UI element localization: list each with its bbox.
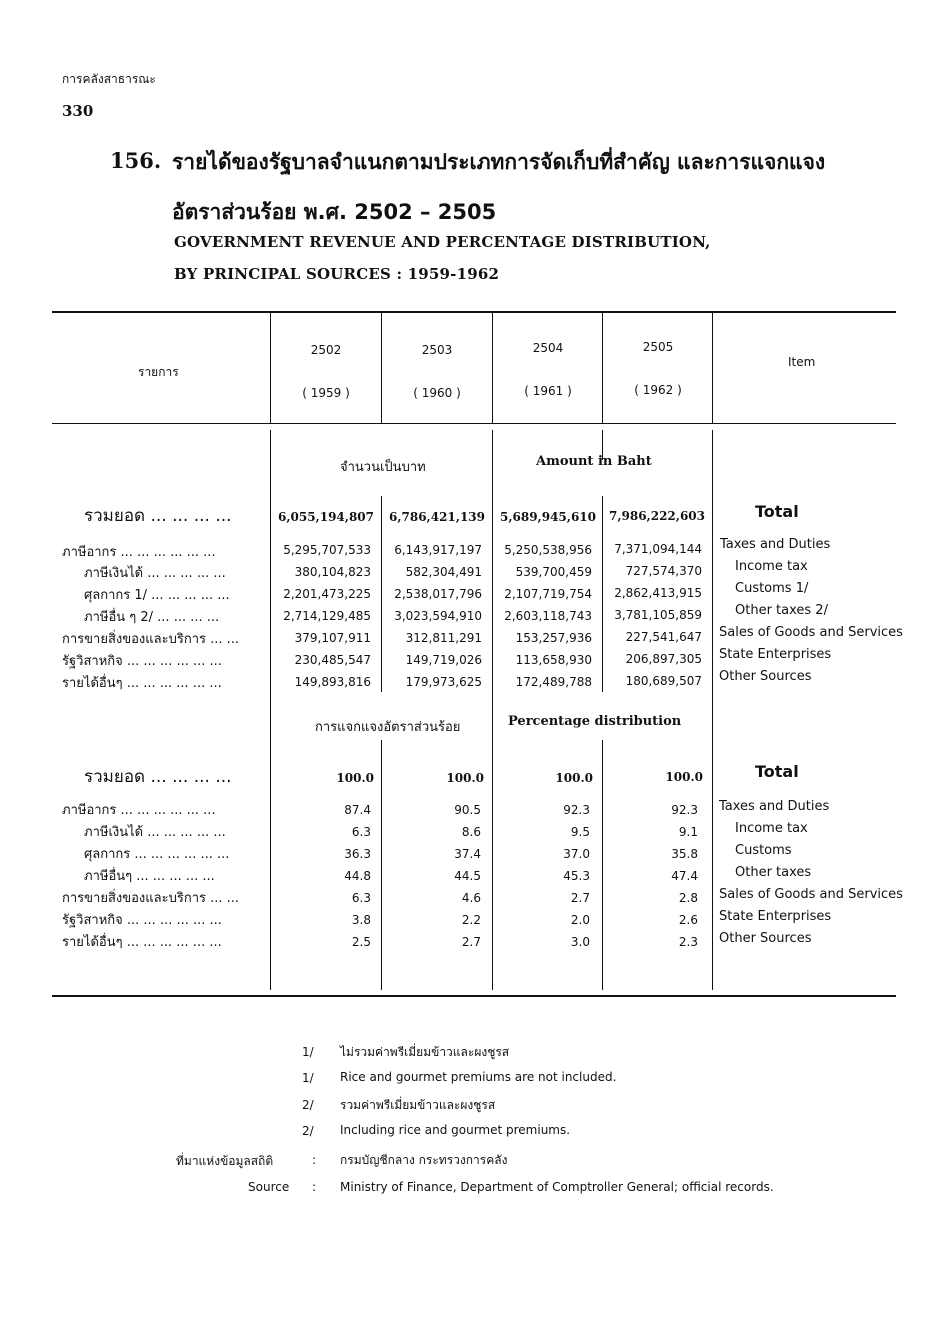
cell-value: 2,862,413,915	[614, 586, 702, 600]
row-label-english: Income tax	[735, 821, 808, 836]
cell-value: 37.4	[454, 847, 481, 861]
cell-value: 227,541,647	[625, 630, 702, 644]
cell-value: 8.6	[461, 825, 481, 839]
cell-value: 380,104,823	[294, 565, 371, 579]
source-label-thai: ที่มาแห่งข้อมูลสถิติ	[176, 1154, 274, 1168]
footnote-text: Including rice and gourmet premiums.	[340, 1123, 571, 1137]
cell-value: 47.4	[671, 869, 698, 883]
source-label-english: Source	[248, 1180, 290, 1194]
total-value: 6,786,421,139	[388, 510, 485, 524]
row-label-thai: การขายสิ่งของและบริการ ... ...	[62, 891, 240, 906]
percent-heading-thai: การแจกแจงอัตราส่วนร้อย	[315, 720, 461, 735]
footnote-text: ไม่รวมค่าพรีเมี่ยมข้าวและผงชูรส	[340, 1045, 510, 1059]
cell-value: 539,700,459	[515, 565, 592, 579]
cell-value: 45.3	[563, 869, 590, 883]
row-label-english: Sales of Goods and Services	[719, 625, 903, 640]
cell-value: 2,714,129,485	[283, 609, 371, 623]
cell-value: 312,811,291	[405, 631, 482, 645]
title-english-line2: BY PRINCIPAL SOURCES : 1959-1962	[174, 265, 500, 283]
amount-heading-english: Amount in Baht	[536, 454, 652, 469]
row-label-thai: ภาษีเงินได้ ... ... ... ... ...	[84, 566, 226, 581]
cell-value: 35.8	[671, 847, 698, 861]
total-label-thai: รวมยอด ... ... ... ...	[84, 767, 232, 787]
total-value: 7,986,222,603	[608, 509, 705, 523]
year-ce: ( 1962 )	[634, 383, 682, 397]
year-be: 2504	[532, 341, 564, 355]
footnote-text: รวมค่าพรีเมี่ยมข้าวและผงชูรส	[340, 1098, 496, 1112]
row-label-thai: รัฐวิสาหกิจ ... ... ... ... ... ...	[62, 654, 222, 669]
footnote-mark: 2/	[302, 1124, 314, 1138]
cell-value: 206,897,305	[625, 652, 702, 666]
row-label-thai: ภาษีอื่น ๆ 2/ ... ... ... ...	[84, 610, 220, 625]
cell-value: 113,658,930	[515, 653, 592, 667]
cell-value: 2.6	[678, 913, 698, 927]
row-label-english: Other taxes	[735, 865, 812, 880]
row-label-english: Customs	[735, 843, 792, 858]
col-divider	[712, 430, 713, 990]
row-label-english: State Enterprises	[719, 909, 832, 924]
total-value: 100.0	[336, 771, 374, 785]
amount-heading-thai: จำนวนเป็นบาท	[340, 460, 426, 475]
col-divider	[381, 313, 382, 423]
row-label-thai: ภาษีอากร ... ... ... ... ... ...	[62, 803, 216, 818]
title-thai-line2: อัตราส่วนร้อย พ.ศ. 2502 – 2505	[172, 200, 497, 224]
cell-value: 3,781,105,859	[614, 608, 702, 622]
table-top-rule	[52, 311, 896, 313]
cell-value: 149,893,816	[294, 675, 371, 689]
year-be: 2503	[421, 343, 453, 357]
total-value: 5,689,945,610	[499, 510, 596, 524]
running-title: การคลังสาธารณะ	[62, 72, 156, 86]
page-number: 330	[62, 102, 94, 120]
row-label-thai: ภาษีอื่นๆ ... ... ... ... ...	[84, 869, 215, 884]
cell-value: 3.0	[570, 935, 590, 949]
cell-value: 37.0	[563, 847, 590, 861]
row-label-english: Other taxes 2/	[735, 603, 828, 618]
header-bottom-rule	[52, 423, 896, 424]
row-label-english: Income tax	[735, 559, 808, 574]
cell-value: 379,107,911	[294, 631, 371, 645]
cell-value: 179,973,625	[405, 675, 482, 689]
cell-value: 4.6	[461, 891, 481, 905]
row-label-english: Taxes and Duties	[720, 537, 831, 552]
source-text-english: Ministry of Finance, Department of Comptroller General; official records.	[340, 1180, 774, 1194]
row-label-english: Sales of Goods and Services	[719, 887, 903, 902]
footnote-mark: 1/	[302, 1045, 314, 1059]
title-english-line1: GOVERNMENT REVENUE AND PERCENTAGE DISTRIBUTION,	[174, 233, 711, 251]
total-value: 100.0	[446, 771, 484, 785]
cell-value: 5,250,538,956	[504, 543, 592, 557]
table-number: 156.	[110, 148, 162, 173]
percent-heading-english: Percentage distribution	[508, 714, 682, 729]
source-colon: :	[312, 1153, 317, 1167]
total-label-thai: รวมยอด ... ... ... ...	[84, 506, 232, 526]
cell-value: 9.5	[570, 825, 590, 839]
cell-value: 2,603,118,743	[504, 609, 592, 623]
cell-value: 36.3	[344, 847, 371, 861]
total-label-english: Total	[755, 502, 799, 521]
cell-value: 2,538,017,796	[394, 587, 482, 601]
col-divider	[492, 313, 493, 423]
year-ce: ( 1961 )	[524, 384, 572, 398]
row-label-english: Other Sources	[719, 931, 812, 946]
cell-value: 9.1	[678, 825, 698, 839]
cell-value: 92.3	[563, 803, 590, 817]
cell-value: 5,295,707,533	[283, 543, 371, 557]
cell-value: 2.3	[678, 935, 698, 949]
col-divider	[712, 313, 713, 423]
cell-value: 2.5	[351, 935, 371, 949]
year-be: 2502	[310, 343, 342, 357]
cell-value: 44.5	[454, 869, 481, 883]
cell-value: 172,489,788	[515, 675, 592, 689]
footnote-text: Rice and gourmet premiums are not included.	[340, 1070, 617, 1084]
total-value: 100.0	[555, 771, 593, 785]
cell-value: 2,201,473,225	[283, 587, 371, 601]
cell-value: 44.8	[344, 869, 371, 883]
source-text-thai: กรมบัญชีกลาง กระทรวงการคลัง	[340, 1153, 508, 1167]
row-label-thai: รายได้อื่นๆ ... ... ... ... ... ...	[62, 935, 222, 950]
source-colon: :	[312, 1180, 317, 1194]
row-label-english: Customs 1/	[735, 581, 809, 596]
cell-value: 149,719,026	[405, 653, 482, 667]
cell-value: 2.7	[570, 891, 590, 905]
year-be: 2505	[642, 340, 674, 354]
row-label-thai: ศุลกากร 1/ ... ... ... ... ...	[84, 588, 230, 603]
cell-value: 6.3	[351, 891, 371, 905]
cell-value: 2.7	[461, 935, 481, 949]
cell-value: 582,304,491	[405, 565, 482, 579]
cell-value: 727,574,370	[625, 564, 702, 578]
cell-value: 230,485,547	[294, 653, 371, 667]
cell-value: 2.0	[570, 913, 590, 927]
row-label-thai: ภาษีเงินได้ ... ... ... ... ...	[84, 825, 226, 840]
total-value: 6,055,194,807	[277, 510, 374, 524]
row-label-english: State Enterprises	[719, 647, 832, 662]
item-header-thai: รายการ	[138, 365, 179, 379]
year-ce: ( 1960 )	[413, 386, 461, 400]
row-label-thai: รายได้อื่นๆ ... ... ... ... ... ...	[62, 676, 222, 691]
cell-value: 2,107,719,754	[504, 587, 592, 601]
col-divider	[270, 313, 271, 423]
cell-value: 6,143,917,197	[394, 543, 482, 557]
row-label-thai: ภาษีอากร ... ... ... ... ... ...	[62, 545, 216, 560]
row-label-thai: ศุลกากร ... ... ... ... ... ...	[84, 847, 230, 862]
title-thai-line1: รายได้ของรัฐบาลจำแนกตามประเภทการจัดเก็บที่สำคัญ และการแจกแจง	[172, 150, 826, 174]
cell-value: 92.3	[671, 803, 698, 817]
item-header-english: Item	[788, 355, 816, 369]
cell-value: 90.5	[454, 803, 481, 817]
cell-value: 2.8	[678, 891, 698, 905]
cell-value: 3,023,594,910	[394, 609, 482, 623]
total-value: 100.0	[665, 770, 703, 784]
cell-value: 2.2	[461, 913, 481, 927]
cell-value: 180,689,507	[625, 674, 702, 688]
cell-value: 3.8	[351, 913, 371, 927]
row-label-thai: รัฐวิสาหกิจ ... ... ... ... ... ...	[62, 913, 222, 928]
col-divider	[602, 313, 603, 423]
footnote-mark: 2/	[302, 1098, 314, 1112]
footnote-mark: 1/	[302, 1071, 314, 1085]
cell-value: 7,371,094,144	[614, 542, 702, 556]
cell-value: 87.4	[344, 803, 371, 817]
table-bottom-rule	[52, 995, 896, 997]
year-ce: ( 1959 )	[302, 386, 350, 400]
total-label-english: Total	[755, 762, 799, 781]
cell-value: 6.3	[351, 825, 371, 839]
row-label-english: Other Sources	[719, 669, 812, 684]
cell-value: 153,257,936	[515, 631, 592, 645]
row-label-thai: การขายสิ่งของและบริการ ... ...	[62, 632, 240, 647]
row-label-english: Taxes and Duties	[719, 799, 830, 814]
